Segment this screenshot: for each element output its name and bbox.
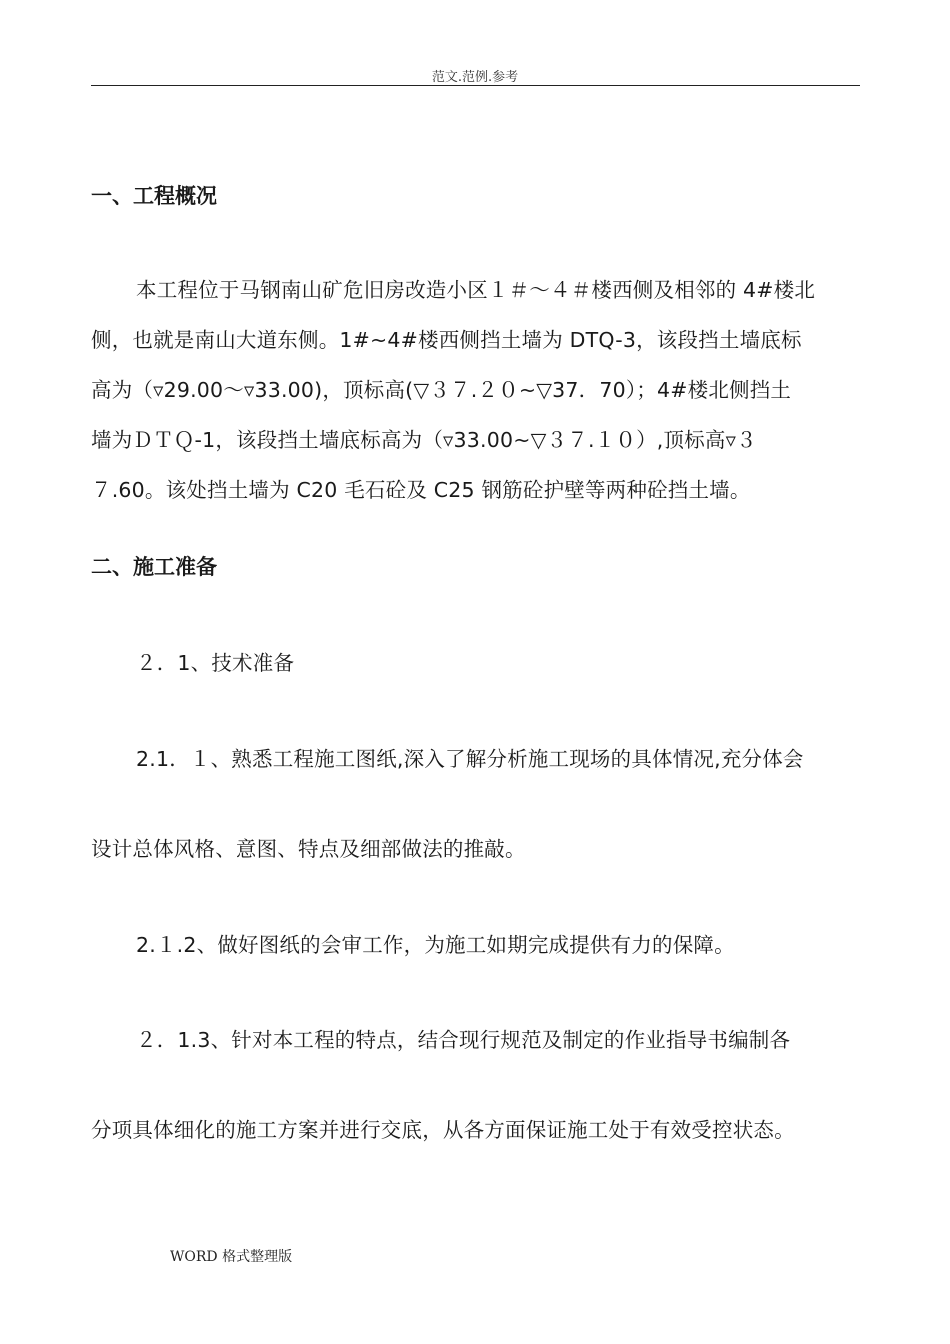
- overview-line-5: ７.60。该处挡土墙为 C20 毛石砼及 C25 钢筋砼护壁等两种砼挡土墙。: [91, 478, 751, 502]
- page-header: 范文.范例.参考: [431, 70, 519, 85]
- prep-item1-line2: 设计总体风格、意图、特点及细部做法的推敲。: [91, 837, 526, 861]
- overview-line-3: 高为（▿29.00～▿33.00)，顶标高(▽３７.２０~▽37．70）；4#楼北侧挡土: [91, 378, 792, 402]
- prep-item1-line1: 2.1．１、熟悉工程施工图纸,深入了解分析施工现场的具体情况,充分体会: [136, 747, 804, 771]
- prep-subtitle: ２．1、技术准备: [136, 651, 295, 675]
- section-title-prep: 二、施工准备: [91, 555, 217, 579]
- section-title-overview: 一、工程概况: [91, 184, 217, 208]
- prep-item3-line2: 分项具体细化的施工方案并进行交底，从各方面保证施工处于有效受控状态。: [91, 1118, 795, 1142]
- header-divider: [91, 85, 860, 86]
- prep-item3-line1: ２．1.3、针对本工程的特点，结合现行规范及制定的作业指导书编制各: [136, 1028, 791, 1052]
- page-footer: WORD 格式整理版: [170, 1249, 293, 1265]
- overview-line-4: 墙为ＤＴＱ-1，该段挡土墙底标高为（▿33.00~▽３７.１０）,顶标高▿３: [91, 428, 757, 452]
- prep-item2: 2.１.2、做好图纸的会审工作，为施工如期完成提供有力的保障。: [136, 933, 735, 957]
- overview-line-2: 侧，也就是南山大道东侧。1#~4#楼西侧挡土墙为 DTQ-3，该段挡土墙底标: [91, 328, 802, 352]
- overview-line-1: 本工程位于马钢南山矿危旧房改造小区１＃～４＃楼西侧及相邻的 4#楼北: [136, 278, 816, 302]
